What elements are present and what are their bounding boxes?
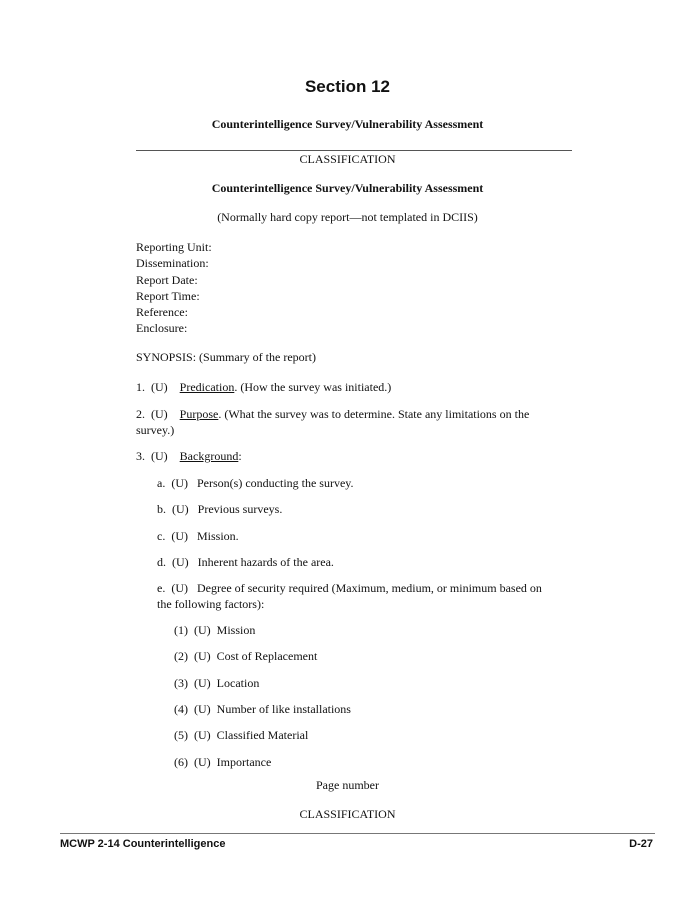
subitem-c — [157, 528, 239, 544]
footer-publication: MCWP 2-14 Counterintelligence — [60, 838, 226, 850]
factor-mark: (U) — [194, 728, 211, 742]
classification-bottom: CLASSIFICATION — [299, 807, 396, 821]
factor-mark: (U) — [194, 676, 211, 690]
subitem-letter: e. — [157, 581, 166, 595]
item-purpose — [136, 406, 576, 422]
subitem-mark: (U) — [172, 502, 189, 516]
subitem-e — [157, 580, 577, 596]
item-mark: (U) — [151, 407, 168, 421]
factor-mark: (U) — [194, 649, 211, 663]
field-report-time: Report Time: — [136, 289, 200, 303]
subitem-text: Degree of security required (Maximum, medium, or minimum based on — [197, 581, 542, 595]
item-predication — [136, 379, 576, 395]
item-mark: (U) — [151, 449, 168, 463]
item-label: Purpose — [179, 407, 219, 421]
factor-text: Classified Material — [216, 728, 309, 742]
factor-text: Mission — [216, 623, 256, 637]
classification-top: CLASSIFICATION — [299, 152, 396, 166]
page-subtitle: Counterintelligence Survey/Vulnerability Assessment — [211, 117, 484, 131]
section-title: Section 12 — [304, 77, 391, 96]
field-report-date: Report Date: — [136, 273, 198, 287]
factor-text: Number of like installations — [216, 702, 351, 716]
synopsis: SYNOPSIS: (Summary of the report) — [136, 350, 316, 364]
subitem-mark: (U) — [171, 529, 188, 543]
subitem-mark: (U) — [172, 555, 189, 569]
form-title: Counterintelligence Survey/Vulnerability Assessment — [211, 181, 484, 195]
item-background — [136, 448, 576, 464]
factor-text: Importance — [216, 755, 272, 769]
item-number: 1. — [136, 380, 145, 394]
subitem-letter: d. — [157, 555, 166, 569]
factor-6 — [174, 754, 271, 770]
factor-5 — [174, 727, 308, 743]
item-text: : — [238, 449, 242, 463]
factor-number: (2) — [174, 649, 188, 663]
factor-number: (5) — [174, 728, 188, 742]
subitem-text: Previous surveys. — [197, 502, 283, 516]
subitem-letter: b. — [157, 502, 166, 516]
form-note: (Normally hard copy report—not templated in DCIIS) — [217, 210, 478, 224]
factor-mark: (U) — [194, 755, 211, 769]
subitem-d — [157, 554, 334, 570]
subitem-b — [157, 501, 282, 517]
factor-mark: (U) — [194, 623, 211, 637]
item-purpose-continued: survey.) — [136, 423, 175, 437]
factor-number: (6) — [174, 755, 188, 769]
subitem-mark: (U) — [171, 476, 188, 490]
factor-4 — [174, 701, 351, 717]
footer-rule — [60, 833, 655, 834]
item-number: 3. — [136, 449, 145, 463]
footer-page-number: D-27 — [629, 838, 653, 850]
subitem-text: Inherent hazards of the area. — [197, 555, 334, 569]
item-label: Predication — [179, 380, 235, 394]
item-text: . (How the survey was initiated.) — [234, 380, 392, 394]
factor-number: (1) — [174, 623, 188, 637]
item-mark: (U) — [151, 380, 168, 394]
subitem-text: Person(s) conducting the survey. — [197, 476, 354, 490]
factor-1 — [174, 622, 255, 638]
subitem-letter: a. — [157, 476, 166, 490]
page-number-placeholder: Page number — [316, 778, 379, 792]
subitem-e-continued: the following factors): — [157, 597, 265, 611]
factor-text: Location — [216, 676, 260, 690]
factor-number: (3) — [174, 676, 188, 690]
subitem-a — [157, 475, 354, 491]
field-reference: Reference: — [136, 305, 188, 319]
field-reporting-unit: Reporting Unit: — [136, 240, 212, 254]
subitem-text: Mission. — [197, 529, 239, 543]
factor-text: Cost of Replacement — [216, 649, 318, 663]
subitem-letter: c. — [157, 529, 166, 543]
subitem-mark: (U) — [171, 581, 188, 595]
field-dissemination: Dissemination: — [136, 256, 209, 270]
field-enclosure: Enclosure: — [136, 321, 188, 335]
item-label: Background — [179, 449, 239, 463]
factor-number: (4) — [174, 702, 188, 716]
factor-2 — [174, 648, 317, 664]
item-number: 2. — [136, 407, 145, 421]
item-text: . (What the survey was to determine. State any limitations on the — [218, 407, 530, 421]
factor-3 — [174, 675, 259, 691]
factor-mark: (U) — [194, 702, 211, 716]
